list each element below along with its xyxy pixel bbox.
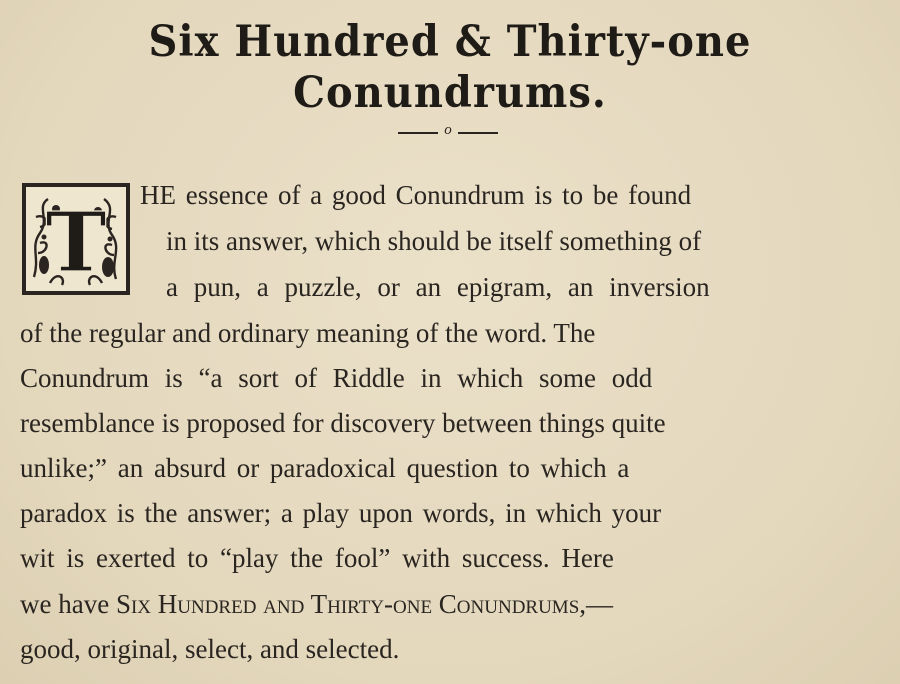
paragraph-line-2: in its answer, which should be itself something of <box>166 226 702 256</box>
paragraph-line-10-dash: — <box>586 589 614 619</box>
paragraph-line-10-lead: we have <box>20 589 116 619</box>
paragraph-line-6: resemblance is proposed for discovery between things quite <box>20 408 666 438</box>
divider-ornament: o <box>444 122 452 138</box>
ornamental-divider <box>398 122 498 142</box>
initial-ornament-icon <box>26 187 126 291</box>
decorated-initial-t <box>22 183 130 295</box>
paragraph-line-10 <box>20 587 613 621</box>
paragraph-line-3: a pun, a puzzle, or an epigram, an inversion <box>166 272 710 302</box>
paragraph-line-7: unlike;” an absurd or paradoxical question to which a <box>20 453 630 483</box>
divider-line-right <box>458 132 498 134</box>
book-title-small-caps: Six Hundred and Thirty-one Conundrums, <box>115 589 587 619</box>
initial-letter: T <box>45 195 107 291</box>
page-title: Six Hundred & Thirty-one Conundrums. <box>148 16 752 118</box>
paragraph-line-11: good, original, select, and selected. <box>20 634 400 664</box>
paragraph-line-5: Conundrum is “a sort of Riddle in which some odd <box>20 363 653 393</box>
paragraph-line-8: paradox is the answer; a play upon words, in which your <box>20 498 662 528</box>
paragraph-line-1: HE essence of a good Conundrum is to be found <box>140 180 692 210</box>
paragraph-line-9: wit is exerted to “play the fool” with success. Here <box>20 543 614 573</box>
divider-line-left <box>398 132 438 134</box>
paragraph-line-4: of the regular and ordinary meaning of the word. The <box>20 318 596 348</box>
